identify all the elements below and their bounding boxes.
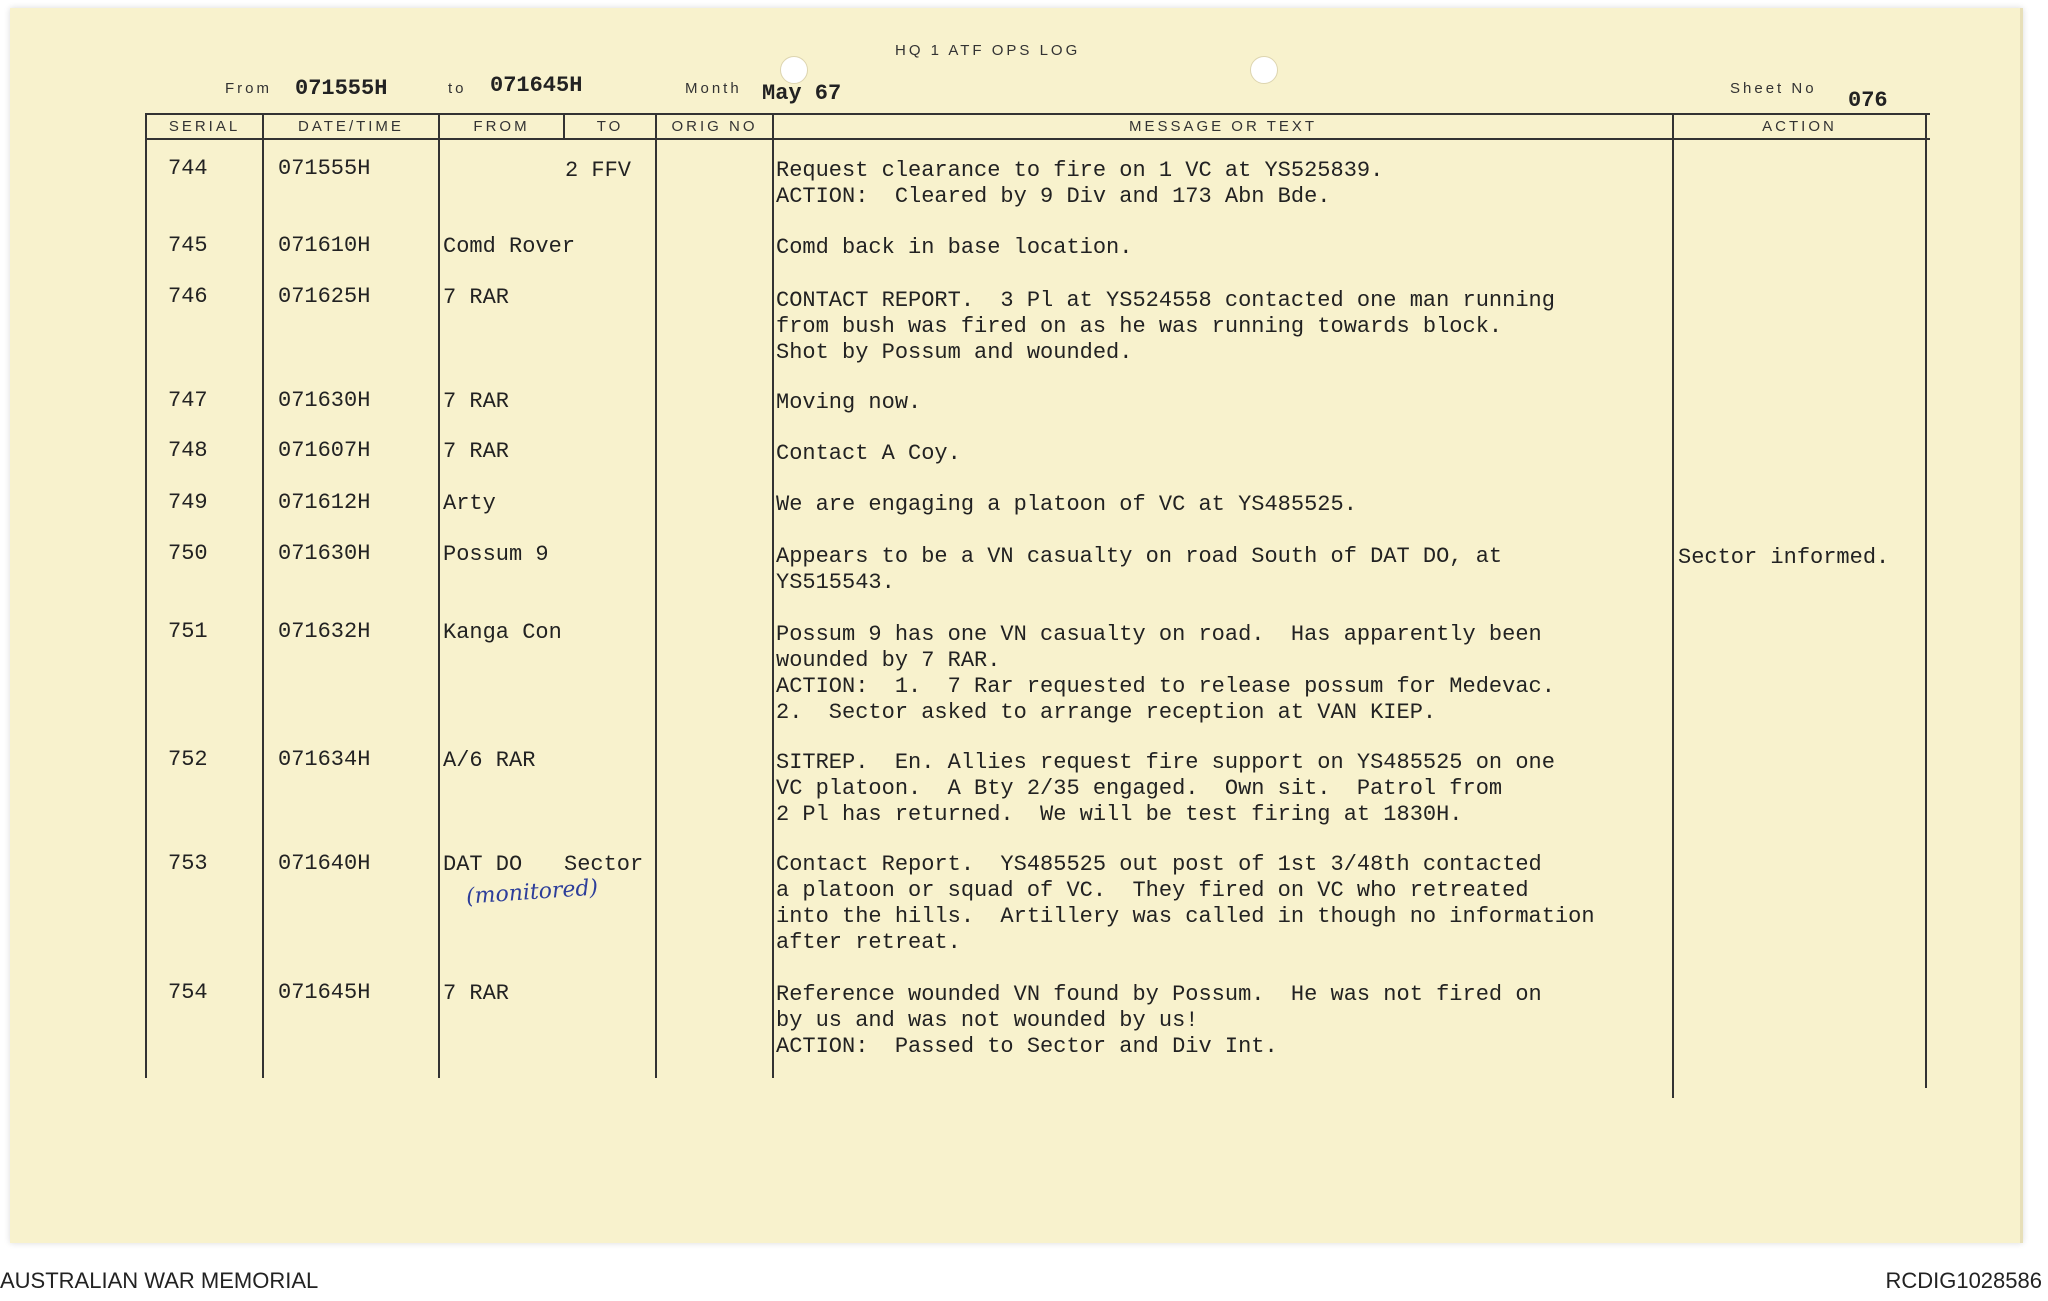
row-744-serial: 744 bbox=[168, 156, 208, 181]
row-744-to: 2 FFV bbox=[565, 158, 632, 183]
row-749-message: We are engaging a platoon of VC at YS485525. bbox=[776, 492, 1357, 517]
col-rule-4 bbox=[655, 113, 657, 1078]
row-754-time: 071645H bbox=[278, 980, 371, 1005]
row-754-serial: 754 bbox=[168, 980, 208, 1005]
row-752-time: 071634H bbox=[278, 747, 371, 772]
month-value: May 67 bbox=[762, 81, 842, 106]
row-749-from: Arty bbox=[443, 491, 496, 516]
row-745-serial: 745 bbox=[168, 233, 208, 258]
to-label: to bbox=[448, 80, 467, 97]
row-753-serial: 753 bbox=[168, 851, 208, 876]
row-750-message: Appears to be a VN casualty on road South of DAT DO, at YS515543. bbox=[776, 544, 1503, 595]
sheet-value: 076 bbox=[1848, 88, 1888, 113]
row-751-message: Possum 9 has one VN casualty on road. Has apparently been wounded by 7 RAR. ACTION: 1. 7 Rar requested to release possum for Medevac. 2. Sector asked to arrange reception at VAN KIEP. bbox=[776, 622, 1555, 725]
to-value: 071645H bbox=[490, 73, 583, 98]
row-750-action: Sector informed. bbox=[1678, 545, 1890, 570]
table-header-rule bbox=[145, 138, 1930, 140]
from-label: From bbox=[225, 80, 272, 97]
col-rule-1 bbox=[262, 113, 264, 1078]
row-751-from: Kanga Con bbox=[443, 620, 562, 645]
col-header-datetime: DATE/TIME bbox=[298, 118, 404, 135]
row-752-serial: 752 bbox=[168, 747, 208, 772]
row-748-time: 071607H bbox=[278, 438, 371, 463]
row-751-time: 071632H bbox=[278, 619, 371, 644]
row-745-message: Comd back in base location. bbox=[776, 235, 1133, 260]
row-749-time: 071612H bbox=[278, 490, 371, 515]
row-744-message: Request clearance to fire on 1 VC at YS525839. ACTION: Cleared by 9 Div and 173 Abn Bde. bbox=[776, 158, 1384, 209]
row-753-message: Contact Report. YS485525 out post of 1st 3/48th contacted a platoon or squad of VC. They fired on VC who retreated into the hills. Artillery was called in though no information after retreat. bbox=[776, 852, 1595, 955]
row-753-time: 071640H bbox=[278, 851, 371, 876]
row-747-time: 071630H bbox=[278, 388, 371, 413]
row-746-from: 7 RAR bbox=[443, 285, 510, 310]
footer-archive-name: AUSTRALIAN WAR MEMORIAL bbox=[0, 1268, 319, 1293]
row-753-to: Sector bbox=[564, 852, 644, 877]
row-745-from: Comd Rover bbox=[443, 234, 576, 259]
row-748-serial: 748 bbox=[168, 438, 208, 463]
col-header-orig-no: ORIG NO bbox=[671, 118, 758, 135]
footer-document-id: RCDIG1028586 bbox=[1885, 1268, 2042, 1293]
col-rule-7 bbox=[1925, 113, 1927, 1088]
from-value: 071555H bbox=[295, 76, 388, 101]
col-rule-0 bbox=[145, 113, 147, 1078]
row-746-serial: 746 bbox=[168, 284, 208, 309]
row-750-serial: 750 bbox=[168, 541, 208, 566]
col-header-from: FROM bbox=[473, 118, 530, 135]
row-754-message: Reference wounded VN found by Possum. He was not fired on by us and was not wounded by us! ACTION: Passed to Sector and Div Int. bbox=[776, 982, 1542, 1059]
row-747-from: 7 RAR bbox=[443, 389, 510, 414]
row-750-from: Possum 9 bbox=[443, 542, 549, 567]
row-753-from: DAT DO bbox=[443, 852, 523, 877]
row-745-time: 071610H bbox=[278, 233, 371, 258]
row-746-message: CONTACT REPORT. 3 Pl at YS524558 contacted one man running from bush was fired on as he was running towards block. Shot by Possum and wounded. bbox=[776, 288, 1555, 365]
row-753-handwritten-annotation: (monitored) bbox=[465, 875, 599, 910]
table-top-rule bbox=[145, 113, 1930, 115]
col-rule-2 bbox=[438, 113, 440, 1078]
row-748-message: Contact A Coy. bbox=[776, 441, 961, 466]
sheet-label: Sheet No bbox=[1730, 80, 1817, 97]
col-header-action: ACTION bbox=[1762, 118, 1837, 135]
log-title: HQ 1 ATF OPS LOG bbox=[895, 42, 1081, 59]
col-header-message: MESSAGE OR TEXT bbox=[1128, 118, 1318, 135]
month-label: Month bbox=[685, 80, 742, 97]
row-752-message: SITREP. En. Allies request fire support on YS485525 on one VC platoon. A Bty 2/35 engaged. Own sit. Patrol from 2 Pl has returned. We will be test firing at 1830H. bbox=[776, 750, 1555, 827]
row-747-serial: 747 bbox=[168, 388, 208, 413]
row-750-time: 071630H bbox=[278, 541, 371, 566]
row-751-serial: 751 bbox=[168, 619, 208, 644]
punch-hole-left bbox=[780, 56, 808, 84]
row-752-from: A/6 RAR bbox=[443, 748, 536, 773]
row-754-from: 7 RAR bbox=[443, 981, 510, 1006]
col-header-to: TO bbox=[596, 118, 624, 135]
row-747-message: Moving now. bbox=[776, 390, 922, 415]
col-rule-5 bbox=[772, 113, 774, 1078]
punch-hole-right bbox=[1250, 56, 1278, 84]
row-744-time: 071555H bbox=[278, 156, 371, 181]
col-header-serial: SERIAL bbox=[168, 118, 241, 135]
row-749-serial: 749 bbox=[168, 490, 208, 515]
row-746-time: 071625H bbox=[278, 284, 371, 309]
col-rule-6 bbox=[1672, 113, 1674, 1098]
row-748-from: 7 RAR bbox=[443, 439, 510, 464]
